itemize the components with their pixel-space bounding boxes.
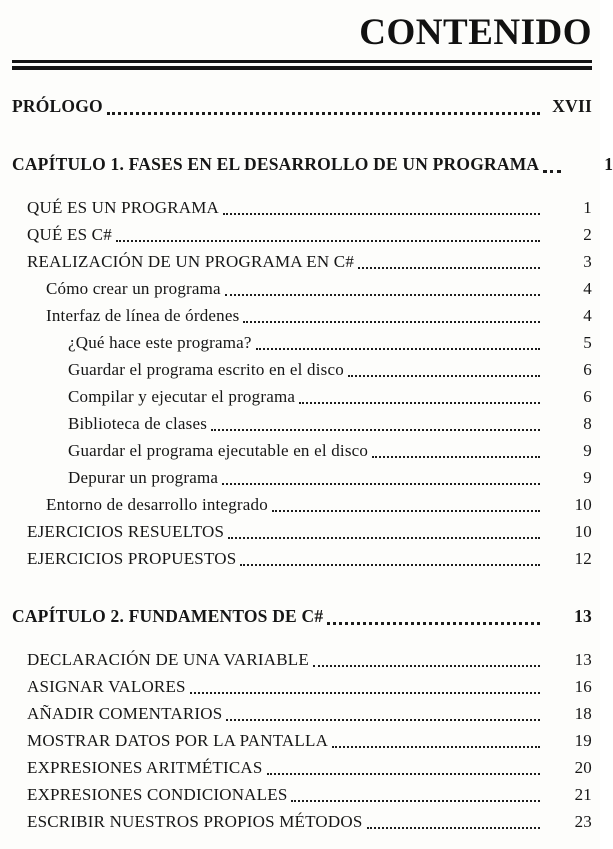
toc-entry [12,93,592,120]
toc-entry-label: Compilar y ejecutar el programa [68,386,296,406]
toc-entry [12,808,592,835]
toc-entry-label: AÑADIR COMENTARIOS [27,703,223,723]
toc-entry-label: MOSTRAR DATOS POR LA PANTALLA [27,730,329,750]
toc-entry [12,383,592,410]
toc-entry-label: EXPRESIONES CONDICIONALES [27,784,288,804]
dotted-leader [313,665,540,667]
toc-entry-label: EXPRESIONES ARITMÉTICAS [27,757,263,777]
dotted-leader [107,112,540,115]
toc-entry-label: REALIZACIÓN DE UN PROGRAMA EN C# [27,251,355,271]
toc-list [12,93,613,835]
toc-entry-page: 21 [574,784,592,804]
toc-entry [12,194,592,221]
toc-entry-label: Guardar el programa escrito en el disco [68,359,344,379]
dotted-leader [358,267,540,269]
toc-entry-page: 4 [583,278,592,298]
toc-entry-page: 5 [583,332,592,352]
dotted-leader [223,213,540,215]
toc-entry [12,410,592,437]
dotted-leader [226,719,540,721]
dotted-leader [243,321,540,323]
toc-entry [12,603,592,630]
toc-entry [12,673,592,700]
dotted-leader [267,773,540,775]
toc-entry [12,727,592,754]
toc-entry-page: 10 [574,521,592,541]
dotted-leader [543,170,561,173]
dotted-leader [222,483,540,485]
toc-entry-label: Guardar el programa ejecutable en el disco [68,440,369,460]
toc-entry [12,221,592,248]
toc-entry-label: CAPÍTULO 1. FASES EN EL DESARROLLO DE UN PROGRAMA [12,153,540,174]
dotted-leader [299,402,540,404]
toc-entry [12,464,592,491]
toc-entry-page: 1 [604,153,613,174]
toc-entry [12,302,592,329]
toc-entry-page: 13 [574,649,592,669]
toc-entry-label: Depurar un programa [68,467,219,487]
toc-entry [12,151,613,178]
toc-entry-page: 9 [583,467,592,487]
toc-entry-label: CAPÍTULO 2. FUNDAMENTOS DE C# [12,605,324,626]
toc-entry-page: 23 [574,811,592,831]
toc-entry [12,781,592,808]
toc-entry-page: 20 [574,757,592,777]
dotted-leader [332,746,540,748]
dotted-leader [190,692,540,694]
toc-entry-label: Interfaz de línea de órdenes [46,305,240,325]
title-divider-rule [12,60,592,70]
dotted-leader [367,827,541,829]
dotted-leader [228,537,540,539]
toc-entry-label: QUÉ ES UN PROGRAMA [27,197,220,217]
toc-entry-page: 3 [583,251,592,271]
toc-entry-page: 1 [583,197,592,217]
toc-entry-page: 13 [574,605,592,626]
toc-entry-page: 8 [583,413,592,433]
toc-entry-page: 16 [574,676,592,696]
toc-entry-label: ESCRIBIR NUESTROS PROPIOS MÉTODOS [27,811,363,831]
toc-entry [12,356,592,383]
toc-entry-page: 2 [583,224,592,244]
toc-entry-page: 19 [574,730,592,750]
dotted-leader [348,375,540,377]
dotted-leader [240,564,540,566]
toc-entry-page: 6 [583,359,592,379]
toc-entry [12,248,592,275]
toc-entry-label: ASIGNAR VALORES [27,676,186,696]
toc-entry [12,518,592,545]
toc-entry [12,329,592,356]
toc-entry-page: 9 [583,440,592,460]
toc-entry [12,437,592,464]
dotted-leader [291,800,540,802]
toc-entry-page: 18 [574,703,592,723]
toc-entry [12,700,592,727]
toc-entry-page: 12 [574,548,592,568]
page-title: CONTENIDO [359,12,592,53]
toc-entry-page: 4 [583,305,592,325]
toc-entry [12,754,592,781]
toc-entry [12,275,592,302]
toc-entry-page: XVII [552,95,592,116]
dotted-leader [327,622,540,625]
toc-entry [12,491,592,518]
dotted-leader [256,348,540,350]
dotted-leader [225,294,540,296]
toc-entry-page: 10 [574,494,592,514]
dotted-leader [272,510,540,512]
toc-entry-label: PRÓLOGO [12,95,103,116]
toc-entry-label: QUÉ ES C# [27,224,112,244]
toc-entry-page: 6 [583,386,592,406]
toc-entry-label: Cómo crear un programa [46,278,221,298]
toc-entry-label: ¿Qué hace este programa? [68,332,252,352]
toc-entry-label: EJERCICIOS PROPUESTOS [27,548,237,568]
toc-entry-label: DECLARACIÓN DE UNA VARIABLE [27,649,309,669]
toc-entry [12,646,592,673]
dotted-leader [372,456,540,458]
dotted-leader [211,429,540,431]
toc-entry-label: Biblioteca de clases [68,413,208,433]
toc-entry-label: Entorno de desarrollo integrado [46,494,268,514]
dotted-leader [116,240,540,242]
toc-entry [12,545,592,572]
toc-entry-label: EJERCICIOS RESUELTOS [27,521,225,541]
